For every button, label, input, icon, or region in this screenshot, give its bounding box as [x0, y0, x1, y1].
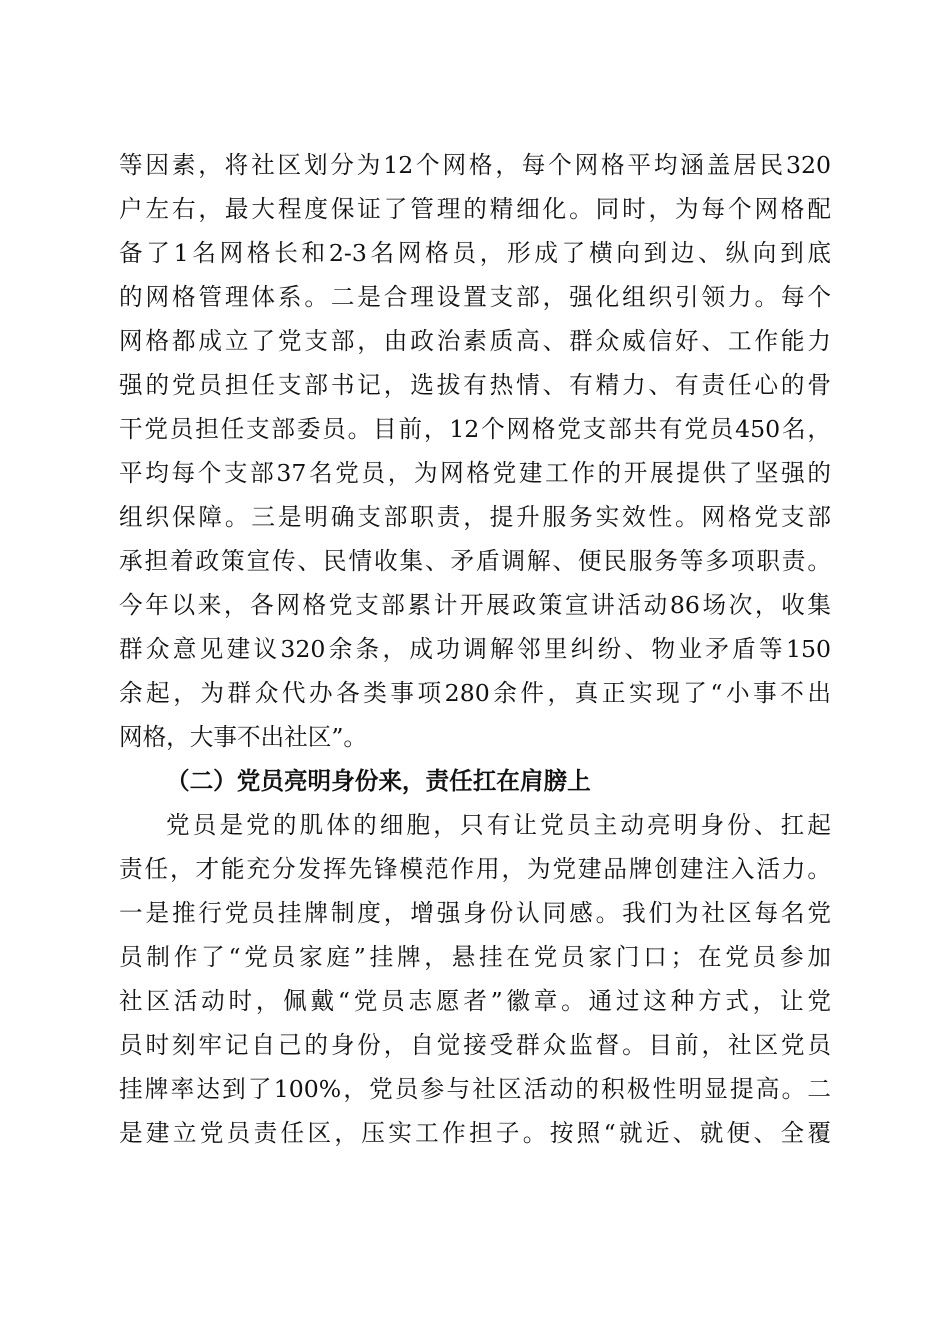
section-heading: （二）党员亮明身份来，责任扛在肩膀上: [166, 767, 591, 795]
paragraph-line: 党员是党的肌体的细胞，只有让党员主动亮明身份、扛起: [166, 811, 831, 839]
paragraph-line: 等因素，将社区划分为12个网格，每个网格平均涵盖居民320: [119, 151, 831, 179]
paragraph-line: 责任，才能充分发挥先锋模范作用，为党建品牌创建注入活力。: [119, 855, 831, 883]
paragraph-line: 组织保障。三是明确支部职责，提升服务实效性。网格党支部: [119, 503, 831, 531]
paragraph-line: 干党员担任支部委员。目前，12个网格党支部共有党员450名，: [119, 415, 831, 443]
paragraph-line: 户左右，最大程度保证了管理的精细化。同时，为每个网格配: [119, 195, 831, 223]
paragraph-line: 承担着政策宣传、民情收集、矛盾调解、便民服务等多项职责。: [119, 547, 831, 575]
paragraph-line: 挂牌率达到了100%，党员参与社区活动的积极性明显提高。二: [119, 1075, 831, 1103]
paragraph-line: 社区活动时，佩戴“党员志愿者”徽章。通过这种方式，让党: [119, 987, 831, 1015]
paragraph-line: 今年以来，各网格党支部累计开展政策宣讲活动86场次，收集: [119, 591, 831, 619]
paragraph-line: 备了1名网格长和2-3名网格员，形成了横向到边、纵向到底: [119, 239, 831, 267]
paragraph-line: 强的党员担任支部书记，选拔有热情、有精力、有责任心的骨: [119, 371, 831, 399]
paragraph-line: 群众意见建议320余条，成功调解邻里纠纷、物业矛盾等150: [119, 635, 831, 663]
paragraph-line: 一是推行党员挂牌制度，增强身份认同感。我们为社区每名党: [119, 899, 831, 927]
paragraph-line: 网格都成立了党支部，由政治素质高、群众威信好、工作能力: [119, 327, 831, 355]
paragraph-line: 余起，为群众代办各类事项280余件，真正实现了“小事不出: [119, 679, 831, 707]
paragraph-line: 员时刻牢记自己的身份，自觉接受群众监督。目前，社区党员: [119, 1031, 831, 1059]
paragraph-line: 是建立党员责任区，压实工作担子。按照“就近、就便、全覆: [119, 1119, 831, 1147]
paragraph-line: 的网格管理体系。二是合理设置支部，强化组织引领力。每个: [119, 283, 831, 311]
paragraph-line: 员制作了“党员家庭”挂牌，悬挂在党员家门口；在党员参加: [119, 943, 831, 971]
paragraph-line: 网格，大事不出社区”。: [119, 723, 367, 751]
paragraph-line: 平均每个支部37名党员，为网格党建工作的开展提供了坚强的: [119, 459, 831, 487]
